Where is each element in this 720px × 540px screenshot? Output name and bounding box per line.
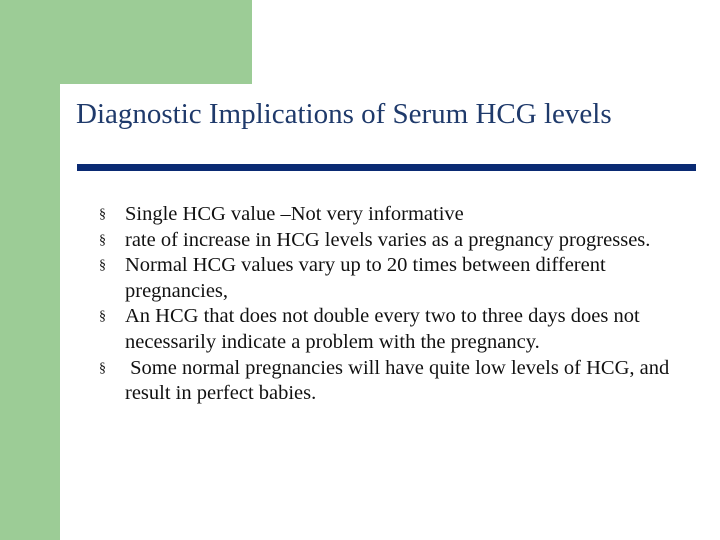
bullet-marker-icon: § [99,309,106,325]
bullet-text: Some normal pregnancies will have quite low levels of HCG, and result in perfect babies. [125,356,675,405]
bullet-text: Single HCG value –Not very informative [125,203,464,225]
bullet-item [99,253,699,304]
bullet-item [99,356,699,407]
bullet-marker-icon: § [99,360,106,376]
accent-bar-left [0,84,60,540]
bullet-item [99,202,699,228]
bullet-item [99,228,699,254]
bullet-marker-icon: § [99,207,106,222]
bullet-list [99,202,699,407]
slide-title: Diagnostic Implications of Serum HCG levels [76,98,612,130]
bullet-marker-icon: § [99,232,106,248]
bullet-text: rate of increase in HCG levels varies as a pregnancy progresses. [125,228,651,251]
bullet-text: An HCG that does not double every two to three days does not necessarily indicate a problem with the pregnancy. [125,305,640,353]
bullet-marker-icon: § [99,258,106,274]
title-underline-rule [77,164,696,171]
bullet-text: Normal HCG values vary up to 20 times between different pregnancies, [125,254,606,302]
accent-block-top [0,0,252,84]
bullet-item [99,304,699,355]
